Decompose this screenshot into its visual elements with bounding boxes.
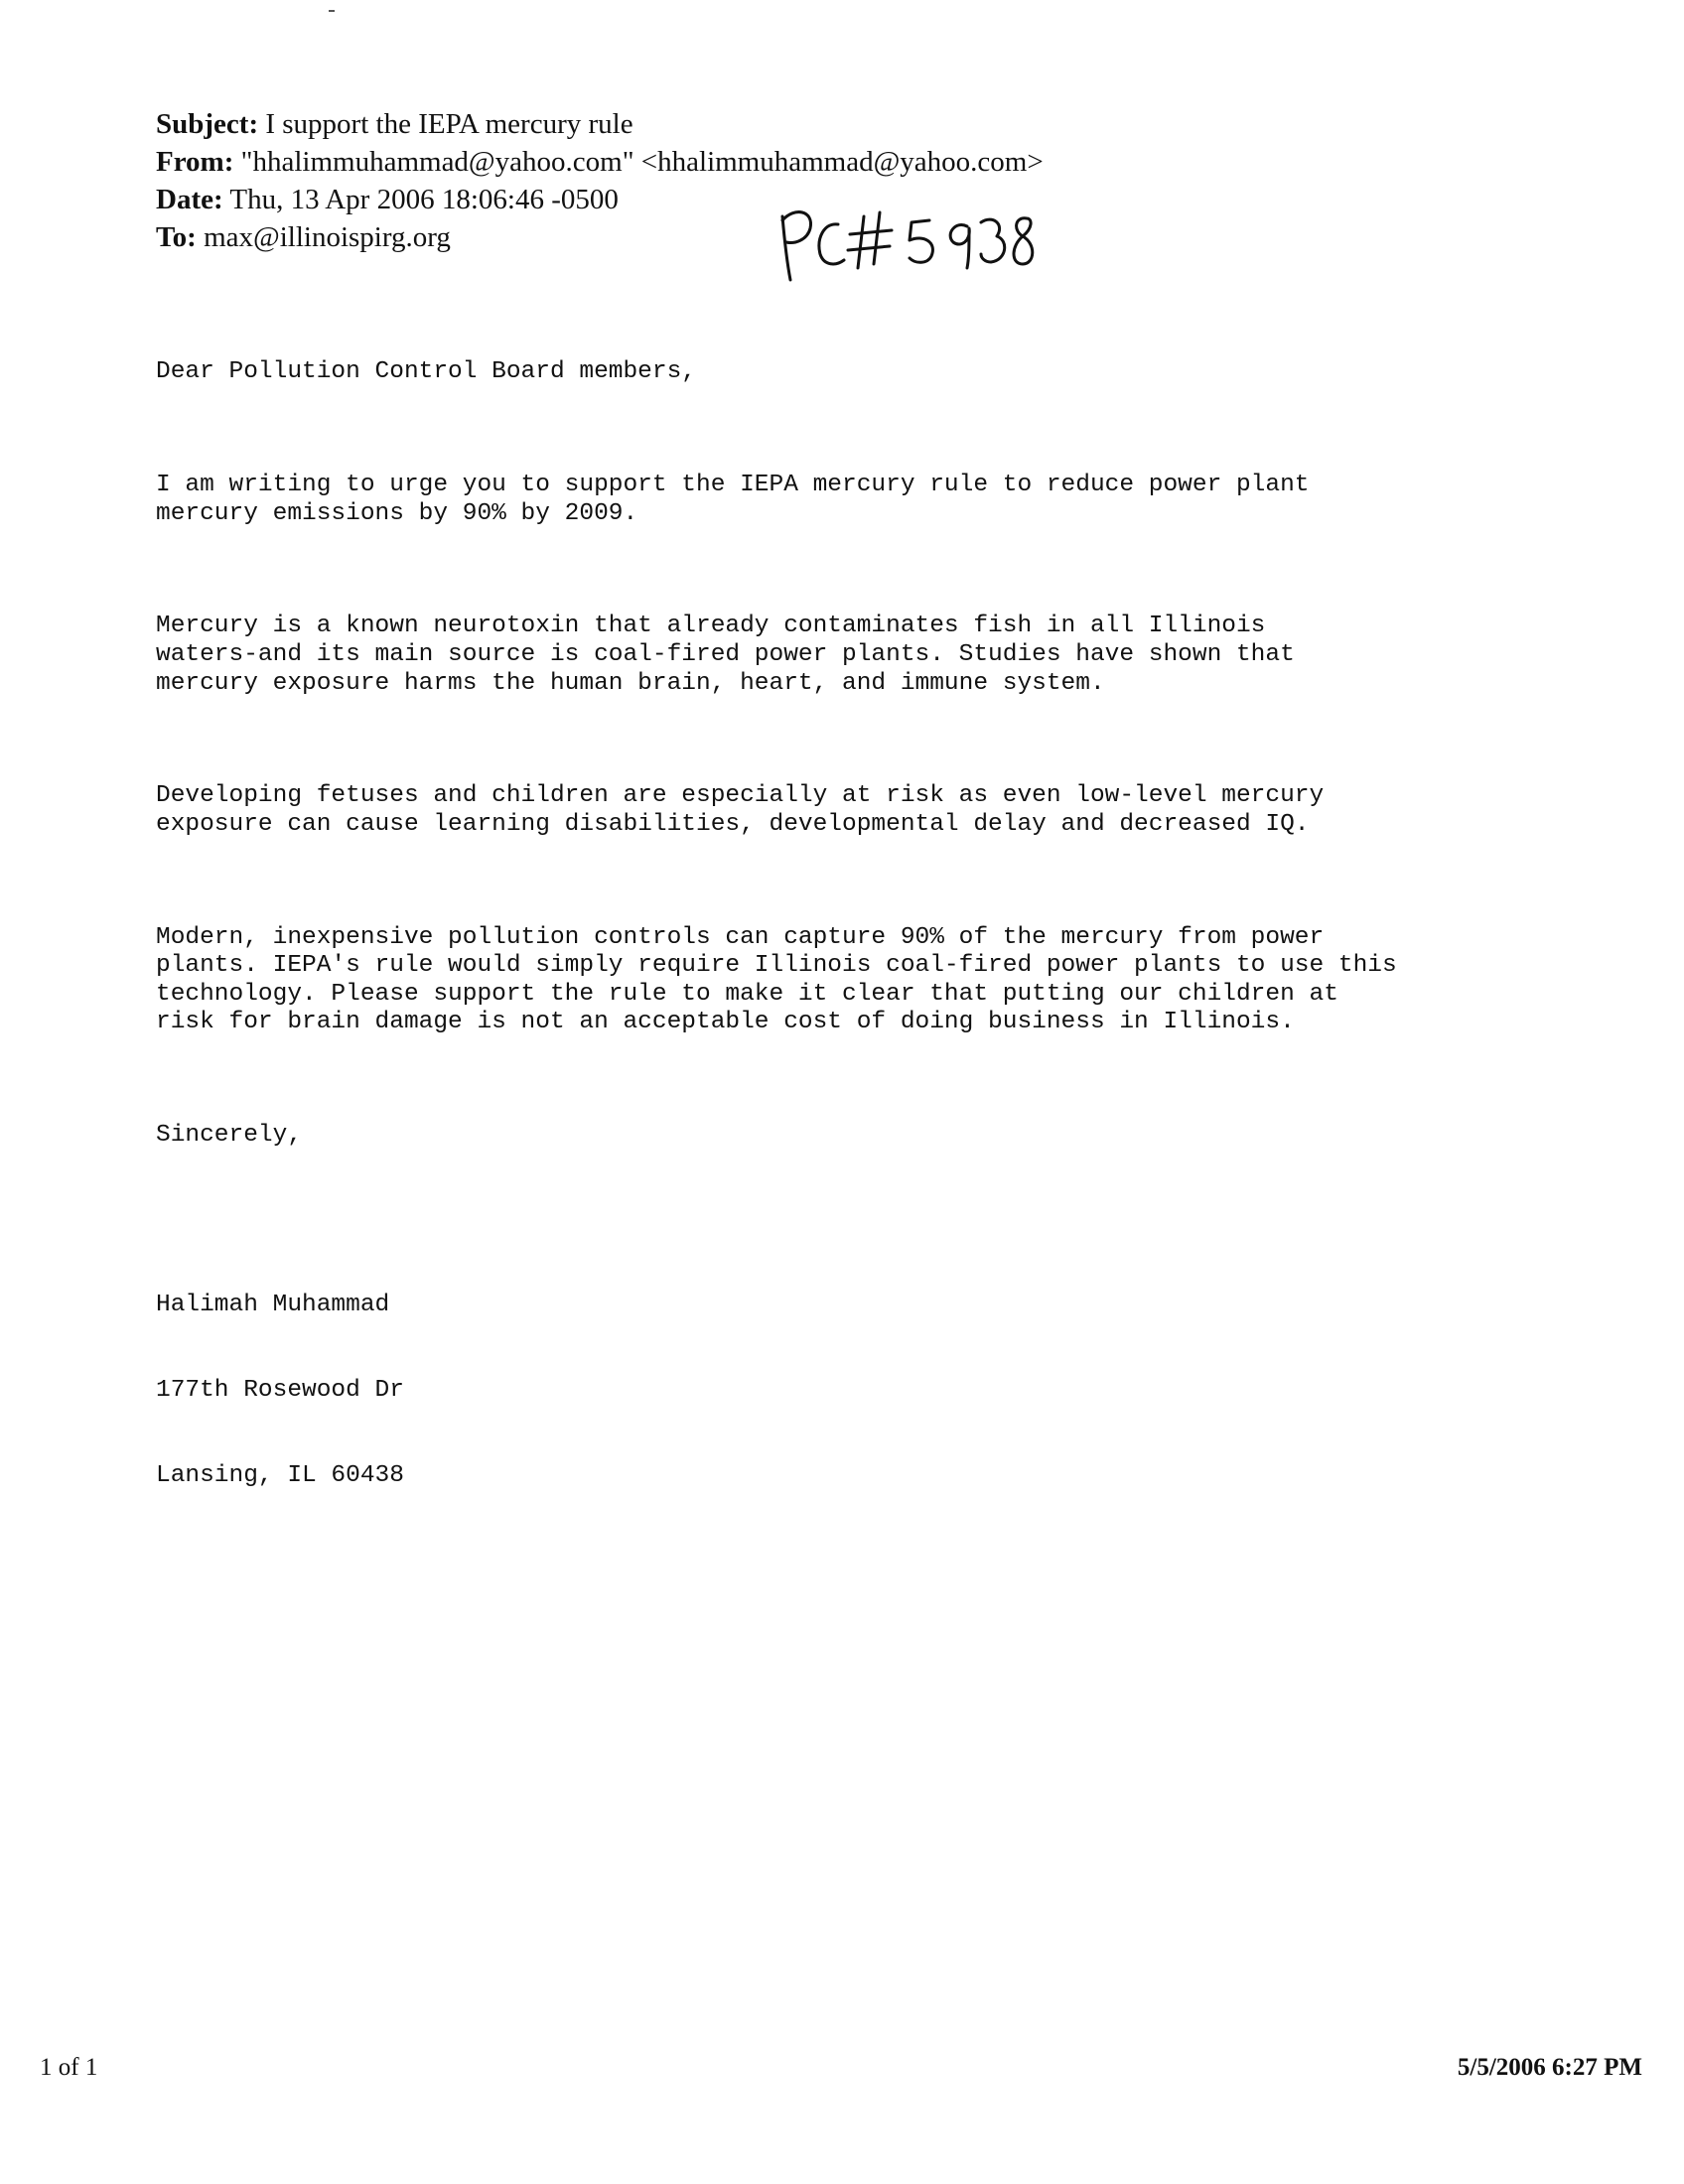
subject-label: Subject:: [156, 108, 259, 140]
signature-block: [156, 1235, 1625, 1548]
to-label: To:: [156, 221, 197, 253]
signature-city: Lansing, IL 60438: [156, 1461, 404, 1489]
date-value: Thu, 13 Apr 2006 18:06:46 -0500: [229, 184, 619, 215]
date-label: Date:: [156, 184, 223, 215]
signature-street: 177th Rosewood Dr: [156, 1377, 404, 1404]
to-value: max@illinoispirg.org: [204, 221, 451, 253]
page-number: 1 of 1: [40, 2054, 98, 2081]
subject-value: I support the IEPA mercury rule: [265, 108, 633, 140]
from-label: From:: [156, 146, 234, 178]
email-body: [156, 302, 1625, 1604]
from-row: [156, 143, 1044, 181]
closing: Sincerely,: [156, 1122, 303, 1150]
from-value: "hhalimmuhammad@yahoo.com" <hhalimmuhammad@yahoo.com>: [240, 146, 1044, 178]
scan-artifact: [329, 10, 335, 12]
print-timestamp: 5/5/2006 6:27 PM: [1457, 2054, 1642, 2081]
signature-name: Halimah Muhammad: [156, 1292, 390, 1319]
greeting: Dear Pollution Control Board members,: [156, 358, 696, 386]
handwritten-pc-number: [772, 195, 1041, 284]
body-paragraph: I am writing to urge you to support the IEPA mercury rule to reduce power plant mercury emissions by 90% by 2009.: [156, 471, 1310, 527]
body-paragraph: Developing fetuses and children are especially at risk as even low-level mercury exposure can cause learning disabilities, developmental delay and decreased IQ.: [156, 782, 1325, 838]
subject-row: [156, 105, 1044, 143]
body-paragraph: Modern, inexpensive pollution controls can capture 90% of the mercury from power plants. IEPA's rule would simply require Illinois coal-fired power plants to use this technology. Please support the rule to make it clear that putting our children at risk for brain damage is not an acceptable cost of doing business in Illinois.: [156, 923, 1397, 1036]
body-paragraph: Mercury is a known neurotoxin that already contaminates fish in all Illinois waters-and its main source is coal-fired power plants. Studies have shown that mercury exposure harms the human brain, heart, and immune system.: [156, 613, 1295, 697]
